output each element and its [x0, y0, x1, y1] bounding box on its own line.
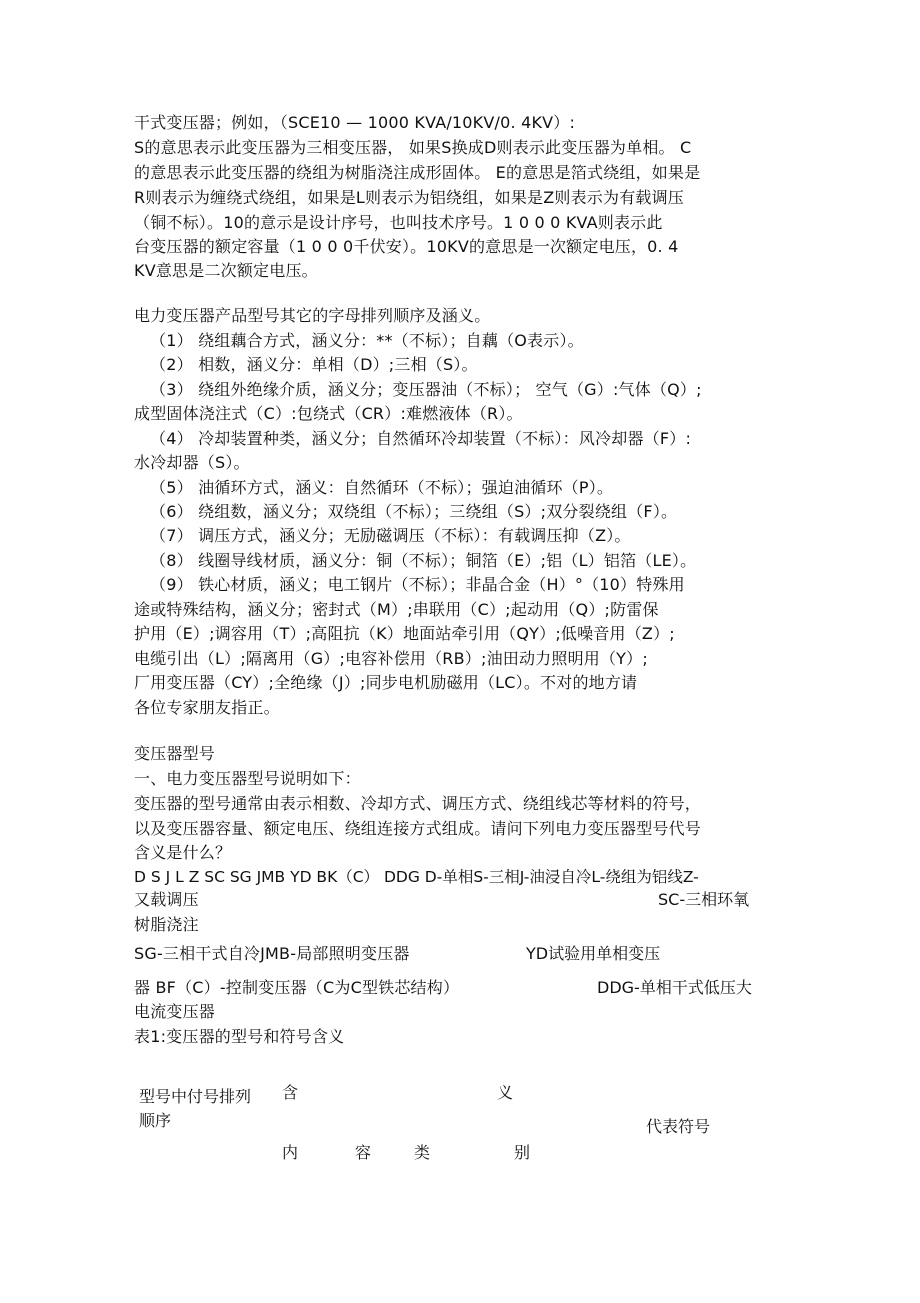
table-header-order: 顺序	[139, 1111, 172, 1130]
list-item: （7） 调压方式，涵义分；无励磁调压（不标）：有载调压抑（Z）。	[150, 526, 631, 545]
list-item: （3） 绕组外绝缘介质，涵义分；变压器油（不标）； 空气（G）:气体（Q）;	[150, 380, 702, 399]
text-line: 又载调压	[134, 890, 199, 909]
list-item: 各位专家朋友指正。	[134, 698, 280, 717]
text-line: KV意思是二次额定电压。	[134, 261, 318, 280]
list-item: 护用（E）;调容用（T）;高阻抗（K）地面站牵引用（QY）;低噪音用（Z）;	[134, 624, 675, 643]
list-item: （6） 绕组数，涵义分；双绕组（不标）；三绕组（S）;双分裂绕组（F）。	[150, 502, 678, 521]
list-item: （9） 铁心材质，涵义；电工钢片（不标）；非晶合金（H）°（10）特殊用	[150, 575, 685, 594]
table-header-category: 类	[414, 1143, 431, 1162]
text-line: SG-三相干式自冷JMB-局部照明变压器	[134, 944, 410, 963]
list-item: 厂用变压器（CY）;全绝缘（J）;同步电机励磁用（LC）。不对的地方请	[134, 673, 638, 692]
list-item: 水冷却器（S）。	[134, 453, 250, 472]
text-line: SC-三相环氧	[658, 890, 750, 909]
text-line: 树脂浇注	[134, 915, 199, 934]
table-header-category: 容	[355, 1143, 372, 1162]
table-header-meaning: 含	[282, 1083, 299, 1102]
table-header-meaning: 义	[497, 1083, 514, 1102]
text-line: 干式变压器；例如，（SCE10 — 1000 KVA/10KV/0. 4KV）:	[134, 113, 576, 132]
text-line: 含义是什么？	[134, 843, 232, 862]
list-item: （1） 绕组藕合方式，涵义分：**（不标）；自藕（O表示）。	[150, 331, 584, 350]
list-item: （2） 相数，涵义分：单相（D）;三相（S）。	[150, 355, 478, 374]
text-line: （铜不标）。10的意示是设计序号，也叫技术序号。1 0 0 0 KVA则表示此	[134, 213, 663, 232]
text-line: 电流变压器	[134, 1002, 216, 1021]
text-line: 器 BF（C）-控制变压器（C为C型铁芯结构）	[134, 978, 460, 997]
list-item: （4） 冷却装置种类，涵义分；自然循环冷却装置（不标）：风冷却器（F）:	[150, 429, 692, 448]
text-line: R则表示为缠绕式绕组，如果是L则表示为铝绕组，如果是Z则表示为有载调压	[134, 188, 684, 207]
table-header-category: 内	[282, 1143, 299, 1162]
table-header-symbol: 代表符号	[646, 1117, 711, 1136]
text-line: 以及变压器容量、额定电压、绕组连接方式组成。请问下列电力变压器型号代号	[134, 819, 702, 838]
section-title: 变压器型号	[134, 744, 216, 763]
table-header-order: 型号中付号排列	[139, 1087, 252, 1106]
text-line: DDG-单相干式低压大	[597, 978, 752, 997]
table-caption: 表1:变压器的型号和符号含义	[134, 1027, 345, 1046]
codes-line: D S J L Z SC SG JMB YD BK（C） DDG D-单相S-三相J-油浸自冷L-绕组为铝线Z-	[134, 868, 699, 886]
text-line: 变压器的型号通常由表示相数、冷却方式、调压方式、绕组线芯等材料的符号，	[134, 794, 702, 813]
text-line: 的意思表示此变压器的绕组为树脂浇注成形固体。 E的意思是箔式绕组，如果是	[134, 163, 701, 182]
list-item: （5） 油循环方式，涵义：自然循环（不标）；强迫油循环（P）。	[150, 478, 614, 497]
list-item: 成型固体浇注式（C）:包绕式（CR）:难燃液体（R）。	[134, 404, 523, 423]
text-line: S的意思表示此变压器为三相变压器， 如果S换成D则表示此变压器为单相。 C	[134, 138, 692, 157]
text-line: 台变压器的额定容量（1 0 0 0千伏安）。10KV的意思是一次额定电压，0. 4	[134, 237, 679, 256]
table-header-category: 别	[514, 1143, 531, 1162]
text-line: YD试验用单相变压	[526, 944, 661, 963]
list-item: 途或特殊结构，涵义分；密封式（M）;串联用（C）;起动用（Q）;防雷保	[134, 600, 659, 619]
section-heading: 电力变压器产品型号其它的字母排列顺序及涵义。	[134, 306, 491, 325]
list-item: 电缆引出（L）;隔离用（G）;电容补偿用（RB）;油田动力照明用（Y）;	[134, 649, 648, 668]
section-subtitle: 一、电力变压器型号说明如下：	[134, 769, 361, 788]
list-item: （8） 线圈导线材质，涵义分：铜（不标）；铜箔（E）;铝（L）铝箔（LE）。	[150, 551, 697, 570]
